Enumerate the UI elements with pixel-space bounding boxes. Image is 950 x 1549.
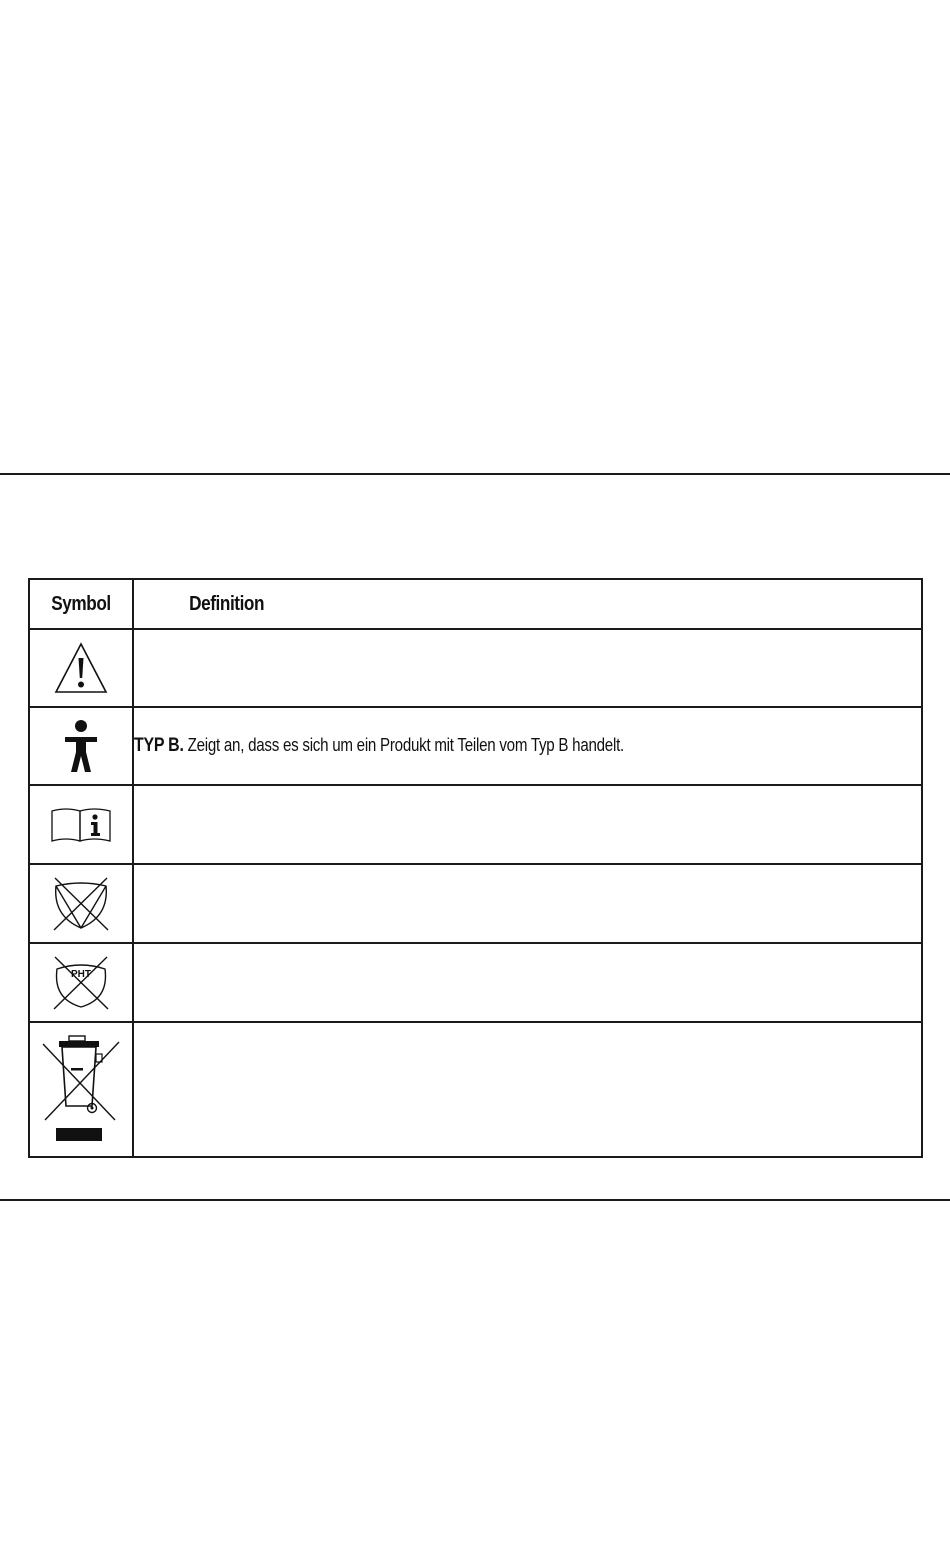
symbol-cell (29, 785, 133, 864)
no-dehp-icon (51, 955, 111, 1011)
top-divider (0, 473, 950, 475)
table-row (29, 943, 922, 1022)
no-latex-icon (51, 876, 111, 932)
symbol-cell (29, 864, 133, 943)
warning-triangle-icon (53, 640, 109, 696)
definition-cell (133, 629, 922, 707)
definition-term: TYP B. (134, 735, 184, 756)
definition-cell (133, 943, 922, 1022)
symbol-table (28, 578, 923, 1158)
definition-cell (133, 1022, 922, 1157)
table-header-row (29, 579, 922, 629)
definition-cell (133, 785, 922, 864)
type-b-person-icon (61, 718, 101, 774)
table-row (29, 1022, 922, 1157)
header-definition: Definition (188, 579, 867, 629)
pht-label: PHT (71, 968, 91, 980)
weee-crossed-bin-icon (39, 1028, 123, 1152)
header-symbol: Symbol (36, 579, 125, 629)
definition-text: Zeigt an, dass es sich um ein Produkt mit Teilen vom Typ B handelt. (183, 735, 624, 755)
table-row (29, 864, 922, 943)
table-row (29, 629, 922, 707)
symbol-cell (29, 707, 133, 785)
bottom-divider (0, 1199, 950, 1201)
definition-cell (133, 864, 922, 943)
instructions-info-icon (50, 805, 112, 845)
symbol-cell (29, 629, 133, 707)
table-row (29, 707, 922, 785)
table-row (29, 785, 922, 864)
definition-cell (133, 707, 922, 785)
symbol-cell (29, 1022, 133, 1157)
symbol-cell (29, 943, 133, 1022)
